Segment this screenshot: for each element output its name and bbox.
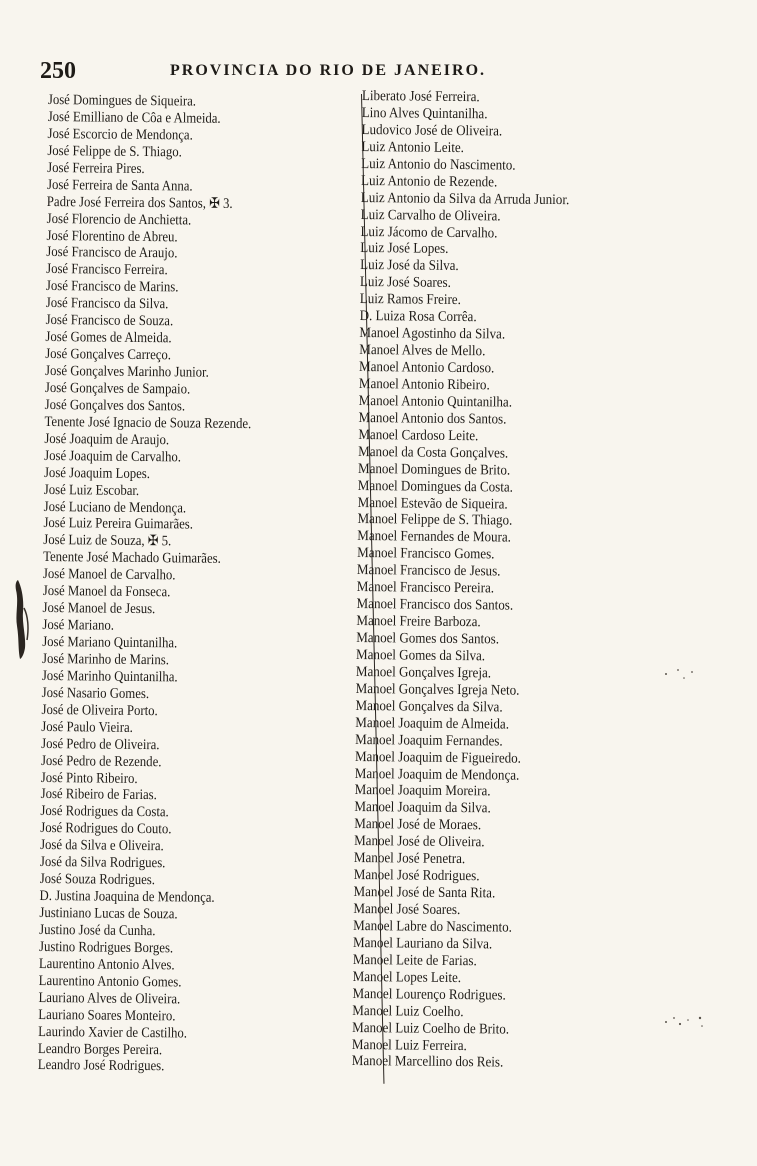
name-entry: Manoel José de Moraes. (354, 816, 482, 834)
name-entry: José da Silva Rodrigues. (39, 854, 166, 872)
name-entry: Manoel Francisco Gomes. (357, 545, 495, 563)
name-entry: Justino Rodrigues Borges. (38, 938, 174, 957)
name-entry: José Gonçalves de Sampaio. (44, 379, 191, 398)
print-specks (660, 660, 700, 690)
name-entry: José Luciano de Mendonça. (43, 498, 187, 516)
page-number: 250 (40, 58, 76, 84)
name-entry: José Manoel de Carvalho. (42, 566, 176, 584)
name-entry: José Luiz Escobar. (43, 481, 140, 499)
name-entry: José Ribeiro de Farias. (40, 786, 157, 804)
name-entry: Manoel Estevão de Siqueira. (357, 494, 508, 513)
name-entry: Manoel Freire Barboza. (356, 613, 481, 631)
name-entry: Manoel Domingues da Costa. (357, 477, 514, 496)
ink-stain-mark (10, 578, 32, 660)
name-entry: Luiz Jácomo de Carvalho. (360, 223, 498, 241)
name-entry: José Rodrigues do Couto. (40, 820, 172, 838)
name-entry: José Ferreira de Santa Anna. (46, 176, 193, 195)
name-entry: José Florencio de Anchietta. (46, 210, 192, 229)
name-entry: José Francisco de Marins. (45, 278, 179, 296)
name-entry: Justino José da Cunha. (39, 921, 156, 940)
name-entry: José Rodrigues da Costa. (40, 803, 169, 821)
name-entry: Lauriano Alves de Oliveira. (38, 989, 181, 1008)
name-entry: José Marinho Quintanilha. (41, 667, 178, 686)
name-entry: Manoel Fernandes de Moura. (357, 528, 512, 546)
name-entry: Manoel Joaquim da Silva. (354, 799, 491, 817)
name-entry: Manoel Gonçalves da Silva. (355, 697, 503, 716)
name-entry: Luiz Carvalho de Oliveira. (360, 206, 501, 225)
name-entry: Manoel Antonio Ribeiro. (358, 375, 490, 394)
name-entry: José Manoel da Fonseca. (42, 583, 171, 601)
name-entry: José Paulo Vieira. (41, 718, 133, 736)
name-entry: D. Justina Joaquina de Mendonça. (39, 888, 215, 906)
name-entry: Laurentino Antonio Gomes. (38, 972, 182, 991)
name-entry: Luiz Antonio Leite. (361, 138, 465, 156)
name-entry: Luiz José da Silva. (360, 257, 459, 275)
name-entry: José Francisco Ferreira. (46, 261, 168, 279)
name-entry: José Manoel de Jesus. (42, 600, 156, 618)
name-entry: José Francisco da Silva. (45, 295, 169, 313)
name-entry: José Marinho de Marins. (41, 650, 170, 669)
name-entry: Manoel Francisco Pereira. (356, 579, 495, 597)
name-entry: Luiz José Soares. (359, 274, 452, 292)
name-entry: Luiz Ramos Freire. (359, 291, 461, 309)
name-entry: José Pedro de Rezende. (40, 752, 162, 770)
page-title: PROVINCIA DO RIO DE JANEIRO. (170, 62, 487, 79)
name-entry: Laurentino Antonio Alves. (38, 955, 175, 974)
name-entry: Manoel Joaquim de Figueiredo. (354, 748, 522, 767)
name-entry: José Mariano. (42, 617, 115, 634)
name-entry: Manoel Joaquim Moreira. (354, 782, 491, 800)
name-entry: Manoel José Soares. (353, 900, 461, 919)
name-entry: Manoel Agostinho da Silva. (359, 325, 506, 343)
name-entry: José Emilliano de Côa e Almeida. (47, 108, 221, 127)
name-entry: Luiz Antonio do Nascimento. (361, 155, 516, 174)
name-entry: Lauriano Soares Monteiro. (38, 1006, 176, 1025)
name-entry: José Escorcio de Mendonça. (47, 125, 193, 144)
name-entry: Manoel Luiz Ferreira. (351, 1036, 467, 1054)
name-entry: Manoel Lourenço Rodrigues. (352, 985, 506, 1004)
name-entry: José Souza Rodrigues. (39, 871, 156, 889)
name-entry: Manoel da Costa Gonçalves. (358, 443, 509, 462)
name-entry: Luiz Antonio da Silva da Arruda Junior. (360, 189, 570, 208)
name-entry: Manoel Lopes Leite. (352, 968, 462, 986)
name-list-left-column (38, 92, 348, 1077)
name-entry: José Joaquim de Araujo. (44, 430, 170, 449)
name-entry: Manoel Felippe de S. Thiago. (357, 511, 513, 530)
print-specks (660, 1008, 710, 1038)
name-entry: Luiz Antonio de Rezende. (360, 172, 498, 191)
name-entry: Tenente José Machado Guimarães. (43, 549, 221, 568)
name-entry: José da Silva e Oliveira. (40, 837, 164, 855)
name-entry: Manoel Gomes dos Santos. (356, 629, 500, 648)
name-entry: Manoel Joaquim de Almeida. (355, 714, 510, 733)
name-entry: José Florentino de Abreu. (46, 227, 178, 245)
name-entry: Manoel Antonio Quintanilha. (358, 392, 513, 411)
name-entry: Manoel Gomes da Silva. (355, 646, 486, 665)
name-entry: Luiz José Lopes. (360, 240, 449, 258)
name-entry: Manoel José Penetra. (353, 850, 466, 868)
name-entry: Manoel Domingues de Brito. (357, 460, 511, 479)
name-entry: Ludovico José de Oliveira. (361, 121, 503, 140)
name-entry: José Francisco de Souza. (45, 312, 174, 330)
name-entry: José de Oliveira Porto. (41, 701, 158, 719)
name-entry: Manoel Luiz Coelho. (352, 1002, 464, 1020)
name-entry: Manoel Francisco de Jesus. (356, 562, 501, 580)
name-entry: Manoel Francisco dos Santos. (356, 596, 514, 614)
name-entry: José Domingues de Siqueira. (47, 92, 197, 110)
name-entry: Leandro José Rodrigues. (37, 1057, 165, 1075)
name-entry: Tenente José Ignacio de Souza Rezende. (44, 413, 252, 432)
name-entry: José Francisco de Araujo. (46, 244, 178, 262)
name-entry: José Pinto Ribeiro. (40, 769, 138, 787)
name-entry: D. Luiza Rosa Corrêa. (359, 308, 477, 326)
name-entry: José Gonçalves Carreço. (45, 346, 172, 364)
name-entry: Manoel Labre do Nascimento. (353, 917, 513, 936)
name-entry: José Luiz Pereira Guimarães. (43, 515, 194, 533)
name-entry: Manoel Marcellino dos Reis. (351, 1053, 504, 1071)
name-entry: Manoel Antonio dos Santos. (358, 409, 507, 428)
name-entry: Leandro Borges Pereira. (37, 1040, 163, 1058)
name-entry: Manoel Leite de Farias. (352, 951, 477, 970)
name-entry: Manoel Alves de Mello. (359, 342, 486, 360)
name-entry: Lino Alves Quintanilha. (361, 104, 488, 123)
page-header (40, 56, 560, 86)
name-entry: José Joaquim Lopes. (43, 464, 151, 482)
name-entry: Manoel José de Oliveira. (354, 833, 485, 851)
name-entry: José Gomes de Almeida. (45, 329, 172, 347)
name-entry: Manoel Gonçalves Igreja. (355, 663, 492, 682)
name-entry: Manoel José Rodrigues. (353, 867, 480, 885)
name-entry: José Mariano Quintanilha. (42, 633, 178, 652)
name-entry: José Pedro de Oliveira. (41, 735, 160, 753)
name-entry: José Gonçalves dos Santos. (44, 396, 186, 415)
name-entry: Liberato José Ferreira. (361, 88, 480, 106)
name-entry: Manoel José de Santa Rita. (353, 884, 496, 902)
name-entry: Manoel Gonçalves Igreja Neto. (355, 680, 520, 699)
name-entry: Manoel Joaquim de Mendonça. (354, 765, 520, 784)
name-entry: Manoel Lauriano da Silva. (352, 934, 493, 953)
name-entry: Justiniano Lucas de Souza. (39, 904, 178, 923)
name-entry: Laurindo Xavier de Castilho. (38, 1023, 188, 1042)
name-entry: José Gonçalves Marinho Junior. (44, 362, 209, 381)
name-list-right-column (352, 88, 652, 1073)
name-entry: José Joaquim de Carvalho. (44, 447, 182, 466)
name-entry: José Nasario Gomes. (41, 684, 150, 702)
name-entry: Manoel Cardoso Leite. (358, 426, 479, 444)
name-entry: José Luiz de Souza, ✠ 5. (43, 532, 172, 550)
name-entry: Manoel Joaquim Fernandes. (355, 731, 503, 750)
name-entry: José Ferreira Pires. (47, 159, 145, 177)
name-entry: Padre José Ferreira dos Santos, ✠ 3. (46, 193, 233, 212)
name-entry: José Felippe de S. Thiago. (47, 142, 182, 161)
name-entry: Manoel Luiz Coelho de Brito. (352, 1019, 510, 1038)
name-entry: Manoel Antonio Cardoso. (358, 358, 495, 377)
